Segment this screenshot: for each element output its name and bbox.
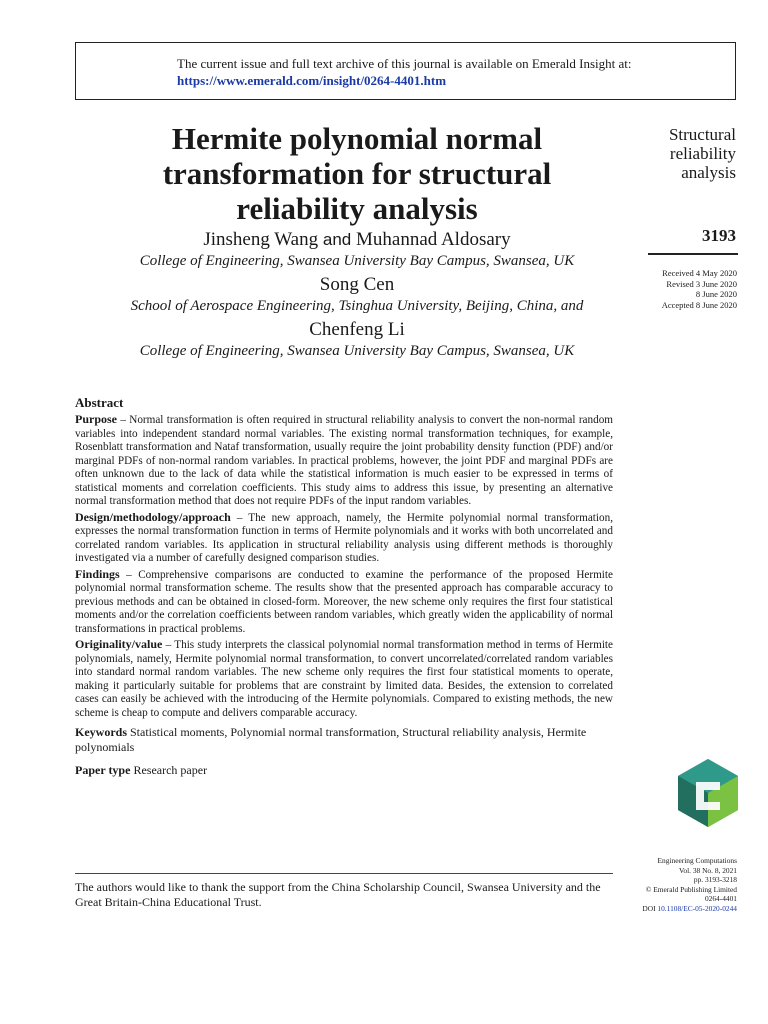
- page-number: 3193: [702, 226, 736, 245]
- title-line: reliability analysis: [236, 191, 478, 226]
- author-affiliation: College of Engineering, Swansea University Bay Campus, Swansea, UK: [139, 343, 575, 359]
- author-affiliation: School of Aerospace Engineering, Tsinghua University, Beijing, China, and: [130, 298, 584, 314]
- author-name: Song Cen: [319, 274, 395, 295]
- and-connector: and: [322, 230, 352, 249]
- running-head-line: Structural: [668, 125, 736, 144]
- paper-type: [75, 763, 613, 778]
- paper-type-label: Paper type: [75, 763, 131, 777]
- abstract-heading: Abstract: [75, 395, 124, 410]
- history-date: Received 4 May 2020: [662, 268, 737, 278]
- emerald-logo: [676, 758, 740, 828]
- abstract-section-originality: [75, 638, 613, 720]
- archive-notice-box: [75, 42, 736, 100]
- section-text: – Normal transformation is often required in structural reliability analysis to convert the non-normal random variables into independent standard normal variables. The existing normal transformation techniques, for example, Rosenblatt transformation and Nataf transformation, usually require the joint probability density function (PDF) and/or marginal PDFs of non-normal random variables. In practical problems, however, the joint PDF and marginal PDFs are often unknown due to the lack of data while the statistical information is much easier to be expressed in terms of statistical moments and correlation coefficients. This study aims to address this issue, by presenting an alternative normal transformation method that does not require PDFs of the input random variables.: [75, 414, 613, 507]
- journal-info-line: Vol. 38 No. 8, 2021: [679, 865, 737, 875]
- paper-type-text: Research paper: [130, 763, 208, 777]
- article-title: [82, 121, 632, 226]
- acknowledgement-footnote: The authors would like to thank the support from the China Scholarship Council, Swansea University and the Great Britain-China Educational Trust.: [75, 880, 601, 909]
- running-head: [600, 125, 736, 182]
- abstract-section-purpose: [75, 413, 613, 509]
- archive-link[interactable]: https://www.emerald.com/insight/0264-4401.htm: [177, 73, 447, 88]
- sidebar-divider: [648, 253, 738, 255]
- abstract: [75, 395, 613, 778]
- author-name: Chenfeng Li: [309, 319, 405, 340]
- journal-info-line: © Emerald Publishing Limited: [645, 884, 737, 894]
- journal-info-line: Engineering Computations: [657, 856, 737, 865]
- title-line: transformation for structural: [162, 156, 552, 191]
- archive-notice: [177, 55, 632, 89]
- abstract-section-findings: [75, 568, 613, 637]
- history-date: Revised 3 June 2020: [666, 278, 737, 289]
- author-block-3: [82, 319, 632, 361]
- author-block-2: [82, 274, 632, 316]
- footnote-divider: [75, 873, 613, 874]
- section-label: Purpose: [75, 412, 117, 426]
- section-label: Design/methodology/approach: [75, 509, 231, 524]
- author-block-1: [82, 229, 632, 271]
- author-name: Muhannad Aldosary: [356, 229, 511, 250]
- section-text: – This study interprets the classical polynomial normal transformation method in terms of Hermite polynomials, namely, Hermite polynomial normal transformation, to convert uncorrelated/correlated random variables into standard normal random variables. The new scheme only requires the first four statistical moments to operate, making it particularly suitable for problems that are constraint by limited data. Besides, the extension to correlated cases can easily be achieved with the introducing of the Hermite polynomials. Compared to existing methods, the new scheme is cheap to compute and delivers comparable accuracy.: [75, 639, 613, 719]
- section-text: – Comprehensive comparisons are conducted to examine the performance of the proposed Hermite polynomial normal transformation scheme. The results show that the presented approach has comparable accuracy to previous methods and can be obtained in closed-form. Moreover, the new scheme only requires the first four statistical moments and/or the correlation coefficients between random variables, which greatly widen the applicability of normal transformations in practical problems.: [75, 568, 613, 635]
- keywords: [75, 725, 613, 755]
- doi-line: [600, 904, 737, 914]
- article-history: [600, 268, 737, 310]
- section-label: Findings: [75, 566, 120, 581]
- keywords-label: Keywords: [75, 725, 127, 739]
- history-date: 8 June 2020: [695, 289, 737, 299]
- doi-prefix: DOI: [642, 903, 658, 913]
- author-name: Jinsheng Wang: [203, 229, 319, 250]
- title-line: Hermite polynomial normal: [171, 121, 543, 156]
- running-head-line: reliability: [669, 144, 736, 163]
- doi-link[interactable]: 10.1108/EC-05-2020-0244: [657, 903, 737, 913]
- keywords-text: Statistical moments, Polynomial normal transformation, Structural reliability analysis, Hermite polynomials: [75, 725, 587, 754]
- abstract-section-design: [75, 511, 613, 566]
- journal-info-line: 0264-4401: [704, 894, 737, 904]
- section-text: – The new approach, namely, the Hermite polynomial normal transformation, expresses the normal transformation function in terms of Hermite polynomials and it works with both uncorrelated and correlated random variables. Its application in structural reliability analysis using different methods is thoroughly investigated via a number of carefully designed comparison studies.: [75, 511, 613, 564]
- running-head-line: analysis: [681, 163, 736, 182]
- section-label: Originality/value: [75, 637, 163, 651]
- journal-info: [600, 856, 737, 914]
- history-date: Accepted 8 June 2020: [661, 299, 737, 310]
- author-names: [82, 229, 632, 251]
- journal-info-line: pp. 3193-3218: [693, 875, 737, 885]
- author-affiliation: College of Engineering, Swansea University Bay Campus, Swansea, UK: [139, 253, 575, 269]
- archive-notice-text: The current issue and full text archive of this journal is available on Emerald Insight at:: [177, 56, 632, 71]
